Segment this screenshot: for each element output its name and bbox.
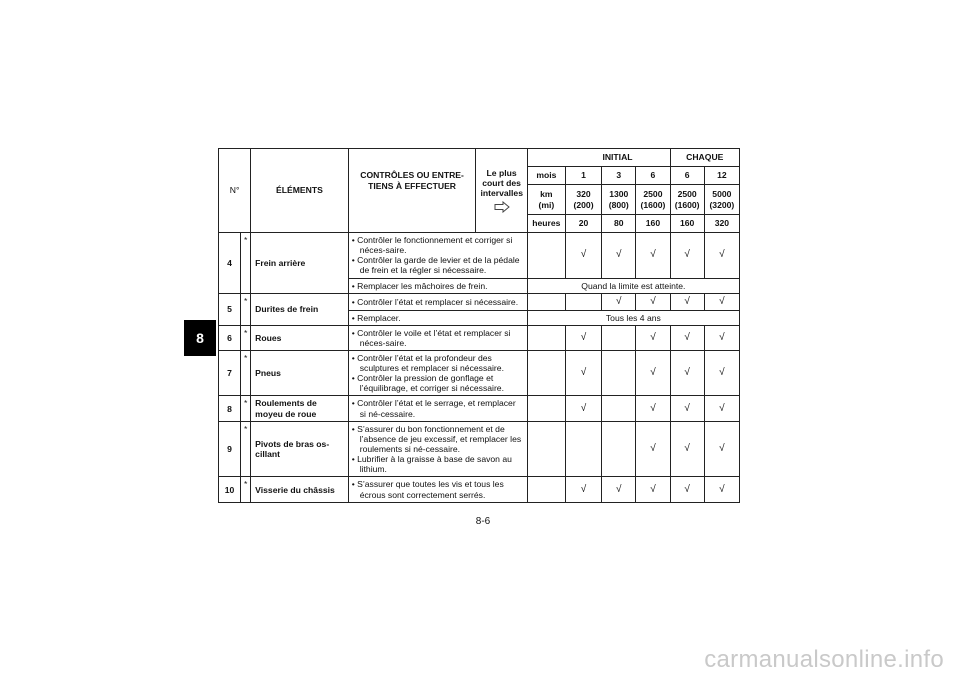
dealer-star: *	[241, 325, 251, 350]
control-line: • Contrôler l’état et la profondeur des sculptures et remplacer si nécessaire.	[351, 352, 504, 374]
check-cell	[670, 233, 704, 279]
header-corner	[527, 149, 565, 167]
check-cell	[602, 396, 636, 421]
check-cell	[704, 350, 739, 396]
header-km-mi: (1600)	[640, 199, 666, 210]
check-mark: √	[580, 483, 587, 495]
table-row	[219, 350, 740, 396]
header-km-km: 2500	[677, 189, 697, 200]
item-controls	[348, 325, 527, 350]
header-elements: ÉLÉMENTS	[251, 149, 349, 233]
control-line: • S’assurer du bon fonctionnement et de l’absence de jeu excessif, et remplacer les roulements si né-cessaire.	[351, 423, 522, 455]
check-mark: √	[616, 295, 622, 307]
check-mark: √	[616, 483, 622, 495]
check-mark: √	[719, 483, 725, 495]
spacer-cell	[527, 233, 565, 279]
header-heures-value: 160	[636, 215, 670, 233]
item-controls	[348, 421, 527, 477]
item-element: Pivots de bras os-cillant	[251, 421, 349, 477]
header-mois-label: mois	[527, 167, 565, 185]
item-element: Durites de frein	[251, 293, 349, 325]
item-number: 7	[219, 350, 241, 396]
header-km-km: 320	[576, 189, 591, 200]
check-cell	[565, 293, 601, 310]
item-number: 10	[219, 477, 241, 502]
table-header	[219, 149, 740, 233]
check-mark: √	[580, 402, 587, 414]
check-cell	[670, 325, 704, 350]
table-row	[219, 477, 740, 502]
item-element: Roulements de moyeu de roue	[251, 396, 349, 421]
check-mark: √	[684, 331, 690, 343]
dealer-star: *	[241, 233, 251, 294]
spacer-cell	[527, 421, 565, 477]
page-number: 8-6	[475, 516, 491, 527]
control-line: • Remplacer les mâchoires de frein.	[351, 280, 488, 291]
dealer-star: *	[241, 477, 251, 502]
item-number: 6	[219, 325, 241, 350]
maintenance-table	[218, 148, 740, 503]
check-cell	[670, 293, 704, 310]
check-cell	[565, 325, 601, 350]
spacer-cell	[527, 477, 565, 502]
header-km-km: 2500	[643, 189, 663, 200]
table-row	[219, 396, 740, 421]
item-number: 4	[219, 233, 241, 294]
interval-note: Quand la limite est atteinte.	[527, 278, 739, 293]
header-heures-value: 320	[704, 215, 739, 233]
check-mark: √	[650, 443, 656, 455]
header-heures-value: 20	[565, 215, 601, 233]
control-line: • Remplacer.	[351, 312, 401, 323]
check-mark: √	[719, 367, 725, 379]
check-mark: √	[719, 331, 725, 343]
check-mark: √	[650, 367, 656, 379]
control-line: • Contrôler la pression de gonflage et l’équilibrage, et corriger si nécessaire.	[351, 373, 504, 394]
check-mark: √	[684, 295, 690, 307]
check-cell	[636, 233, 670, 279]
header-km-mi: (3200)	[709, 199, 735, 210]
check-cell	[565, 421, 601, 477]
check-cell	[602, 233, 636, 279]
check-mark: √	[580, 249, 587, 261]
check-cell	[636, 293, 670, 310]
control-line: • S’assurer que toutes les vis et tous les écrous sont correctement serrés.	[351, 479, 504, 500]
header-initial: INITIAL	[565, 149, 670, 167]
item-controls	[348, 350, 527, 396]
check-mark: √	[650, 483, 656, 495]
item-number: 5	[219, 293, 241, 325]
control-line: • Contrôler la garde de levier et de la pédale de frein et la régler si nécessaire.	[351, 255, 520, 276]
check-cell	[704, 477, 739, 502]
table-row	[219, 233, 740, 279]
item-element: Frein arrière	[251, 233, 349, 294]
check-cell	[704, 233, 739, 279]
header-km-value	[636, 185, 670, 215]
dealer-star: *	[241, 396, 251, 421]
item-element: Visserie du châssis	[251, 477, 349, 502]
header-mois-value: 1	[565, 167, 601, 185]
header-shortest-interval-label: Le plus court des intervalles	[480, 167, 523, 199]
check-cell	[636, 396, 670, 421]
dealer-star: *	[241, 293, 251, 325]
check-cell	[565, 350, 601, 396]
control-line: • Contrôler l’état et le serrage, et remplacer si né-cessaire.	[351, 398, 516, 419]
chapter-tab: 8	[184, 320, 216, 356]
header-num: N°	[219, 149, 251, 233]
header-km-value	[704, 185, 739, 215]
watermark: carmanualsonline.info	[704, 646, 944, 673]
dealer-star: *	[241, 350, 251, 396]
control-line: • Contrôler l’état et remplacer si nécessaire.	[351, 296, 519, 307]
item-controls	[348, 477, 527, 502]
header-controls: CONTRÔLES OU ENTRE-TIENS À EFFECTUER	[348, 149, 476, 233]
item-controls	[348, 233, 527, 279]
arrow-right-icon	[494, 201, 510, 213]
header-mois-value: 12	[704, 167, 739, 185]
check-cell	[704, 396, 739, 421]
check-cell	[670, 350, 704, 396]
check-mark: √	[650, 331, 656, 343]
item-number: 9	[219, 421, 241, 477]
check-mark: √	[684, 483, 690, 495]
check-cell	[636, 325, 670, 350]
check-mark: √	[580, 331, 587, 343]
check-cell	[636, 477, 670, 502]
check-mark: √	[719, 295, 725, 307]
header-chaque: CHAQUE	[670, 149, 739, 167]
check-cell	[602, 350, 636, 396]
check-mark: √	[719, 402, 725, 414]
check-mark: √	[616, 249, 622, 261]
item-number: 8	[219, 396, 241, 421]
check-cell	[704, 293, 739, 310]
check-cell	[704, 325, 739, 350]
dealer-star: *	[241, 421, 251, 477]
control-line: • Contrôler le voile et l’état et remplacer si néces-saire.	[351, 327, 511, 348]
item-element: Roues	[251, 325, 349, 350]
header-heures-value: 160	[670, 215, 704, 233]
check-mark: √	[719, 249, 725, 261]
check-mark: √	[650, 295, 656, 307]
check-mark: √	[684, 402, 690, 414]
check-mark: √	[684, 443, 690, 455]
check-cell	[602, 421, 636, 477]
header-km-value	[670, 185, 704, 215]
header-mois-value: 6	[670, 167, 704, 185]
spacer-cell	[527, 396, 565, 421]
item-controls	[348, 310, 527, 325]
check-cell	[670, 477, 704, 502]
header-km-mi: (800)	[608, 199, 629, 210]
table-row	[219, 293, 740, 310]
header-km-label: km (mi)	[527, 185, 565, 215]
table-row	[219, 421, 740, 477]
check-cell	[565, 233, 601, 279]
check-cell	[636, 350, 670, 396]
header-km-km: 5000	[712, 189, 732, 200]
header-km-value	[602, 185, 636, 215]
check-cell	[565, 396, 601, 421]
header-mois-value: 3	[602, 167, 636, 185]
header-mois-value: 6	[636, 167, 670, 185]
check-cell	[636, 421, 670, 477]
check-mark: √	[719, 443, 725, 455]
spacer-cell	[527, 325, 565, 350]
header-km-mi: (1600)	[674, 199, 700, 210]
interval-note: Tous les 4 ans	[527, 310, 739, 325]
check-cell	[602, 293, 636, 310]
check-cell	[602, 325, 636, 350]
item-element: Pneus	[251, 350, 349, 396]
check-cell	[565, 477, 601, 502]
check-mark: √	[580, 367, 587, 379]
check-cell	[670, 421, 704, 477]
header-km-mi: (200)	[573, 199, 594, 210]
header-km-km: 1300	[609, 189, 629, 200]
spacer-cell	[527, 350, 565, 396]
header-km-value	[565, 185, 601, 215]
header-shortest-interval	[476, 149, 527, 233]
check-mark: √	[650, 402, 656, 414]
check-cell	[602, 477, 636, 502]
header-heures-label: heures	[527, 215, 565, 233]
check-cell	[704, 421, 739, 477]
table-body	[219, 233, 740, 503]
header-heures-value: 80	[602, 215, 636, 233]
item-controls	[348, 396, 527, 421]
control-line: • Contrôler le fonctionnement et corriger si néces-saire.	[351, 235, 513, 256]
control-line: • Lubrifier à la graisse à base de savon au lithium.	[351, 454, 512, 475]
spacer-cell	[527, 293, 565, 310]
check-mark: √	[684, 249, 690, 261]
check-mark: √	[650, 249, 656, 261]
item-controls	[348, 278, 527, 293]
table-row	[219, 325, 740, 350]
check-cell	[670, 396, 704, 421]
item-controls	[348, 293, 527, 310]
check-mark: √	[684, 367, 690, 379]
